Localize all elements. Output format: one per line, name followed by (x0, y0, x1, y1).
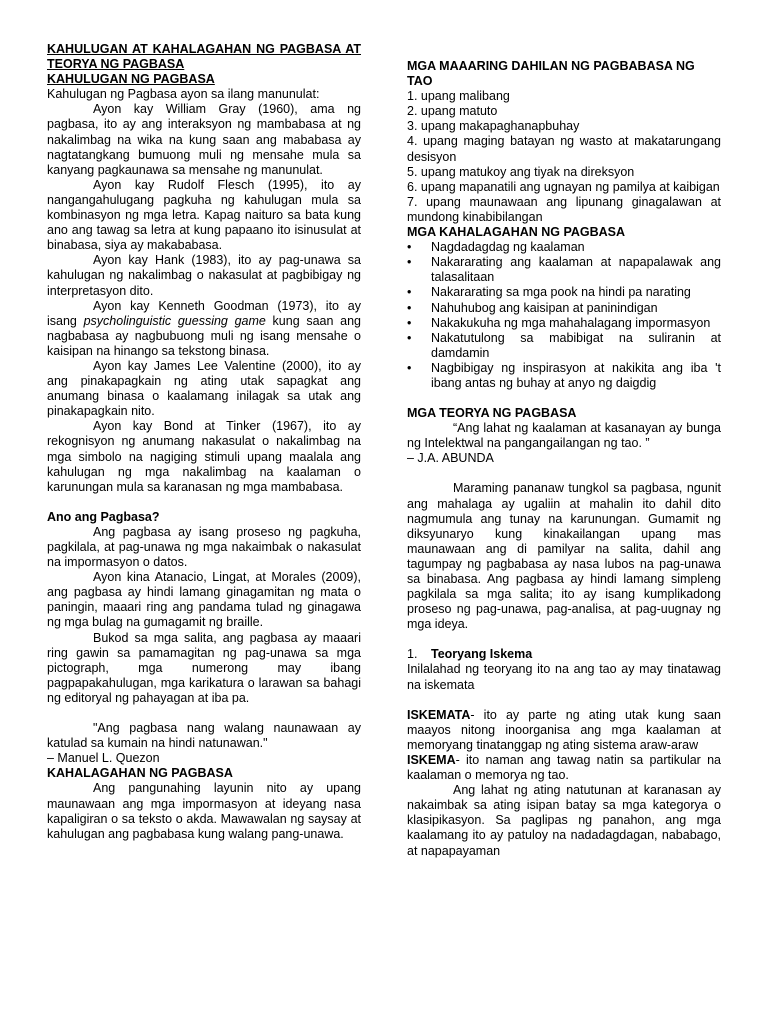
dahilan-item: 7. upang maunawaan ang lipunang ginagalawan at mundong kinabibilangan (407, 194, 721, 224)
list-item (407, 240, 721, 255)
paragraph-pananaw: Maraming pananaw tungkol sa pagbasa, ngunit ang mahalaga ay ugaliin at mahalin ito dahil dito nagmumula ang tunay na karunungan. Gumamit ng diksyunaryo kung kinakailangan upang mas maunawaan ang di pamilyar na salita, dahil ang tagumpay ng pagbabasa ay nasa lubos na pag-unawa sa binabasa. Ang pagbasa ay hindi lamang simpleng pagkilala sa mga salita; ito ay isang kumplikadong proseso ng pag-unawa, pag-analisa, at pag-uugnay ng mga ideya. (407, 481, 721, 632)
paragraph-goodman (47, 299, 361, 359)
bullet-icon: • (407, 360, 412, 375)
intro-text: Kahulugan ng Pagbasa ayon sa ilang manunulat: (47, 87, 320, 102)
list-item-text: Nakararating sa mga pook na hindi pa narating (431, 285, 691, 300)
dahilan-item: 4. upang maging batayan ng wasto at makatarungang desisyon (407, 134, 721, 164)
list-item-text: Nahuhubog ang kaisipan at paninindigan (431, 300, 658, 315)
def-iskema: - ito naman ang tawag natin sa partikular na kaalaman o memorya ng tao. (407, 752, 721, 783)
heading-mga-kahalagahan: MGA KAHALAGAHAN NG PAGBASA (407, 225, 626, 240)
heading-kahalagahan: KAHALAGAHAN NG PAGBASA (47, 766, 233, 781)
list-item-text: Nakatutulong sa mabibigat na suliranin at damdamin (431, 330, 721, 360)
paragraph-ano-2: Ayon kina Atanacio, Lingat, at Morales (2009), ang pagbasa ay hindi lamang ginagamitan ng mata o paningin, maaari ring ang pandama tulad ng ginagawa ng mga bulag na gumagamit ng braille. (47, 570, 361, 630)
heading-dahilan: MGA MAAARING DAHILAN NG PAGBABASA NG TAO (407, 59, 695, 89)
spacer (407, 632, 721, 647)
kahalagahan-list (407, 240, 721, 391)
dahilan-item: 3. upang makapaghanapbuhay (407, 119, 580, 134)
bullet-icon: • (407, 255, 412, 270)
spacer (407, 391, 721, 406)
right-column (407, 59, 721, 859)
quote-author-abunda: – J.A. ABUNDA (407, 451, 494, 466)
bullet-icon: • (407, 300, 412, 315)
definition-iskemata (407, 708, 721, 753)
dahilan-item: 1. upang malibang (407, 89, 510, 104)
bullet-icon: • (407, 240, 412, 255)
spacer (407, 466, 721, 481)
paragraph-gray: Ayon kay William Gray (1960), ama ng pagbasa, ito ay ang interaksyon ng mambabasa at ng nakalimbag na wika na kung saan ang mababasa ay nagtatangkang bumuong muli ng mensahe mula sa kanyang pagkaunawa sa mensahe ng manunulat. (47, 102, 361, 177)
paragraph-flesch: Ayon kay Rudolf Flesch (1995), ito ay nangangahulugang pagkuha ng kahulugan mula sa kombinasyon ng mga letra. Kapag naituro sa bata kung ano ang tawag sa letra at kung papaano ito isinusulat at binabasa, siya ay makababasa. (47, 177, 361, 253)
list-item (407, 361, 721, 391)
term-iskemata: ISKEMATA (407, 707, 471, 722)
quote-quezon: "Ang pagbasa nang walang naunawaan ay katulad sa kumain na hindi natunawan." (47, 721, 361, 751)
teorya-iskema-heading (407, 647, 721, 662)
goodman-text-b: kung saan ang nagbabasa ay nagbubuong muli ng isang mensahe o kaisipan na hinango sa tekstong binasa. (47, 313, 362, 358)
def-iskemata: - ito ay parte ng ating utak kung saan maayos nitong inoorganisa ang mga kaalaman at memoryang tinatanggap ng ating sistema araw-araw (407, 707, 721, 752)
list-item-text: Nagbibigay ng inspirasyon at nakikita ang iba 't ibang antas ng buhay at anyo ng daigdig (431, 360, 721, 390)
paragraph-lahat: Ang lahat ng ating natutunan at karanasan ay nakaimbak sa ating isipan batay sa mga kategorya o klasipikasyon. Sa paglipas ng panahon, ang mga kaalamang ito ay patuloy na nadadagdagan, nababago, at napapayaman (407, 783, 721, 858)
paragraph-iskema: Inilalahad ng teoryang ito na ang tao ay may tinatawag na iskemata (407, 662, 721, 692)
definition-iskema (407, 753, 721, 783)
dahilan-item: 2. upang matuto (407, 104, 498, 119)
list-item (407, 255, 721, 285)
goodman-text-a: Ayon kay Kenneth Goodman (1973), ito ay isang (47, 298, 361, 328)
paragraph-hank: Ayon kay Hank (1983), ito ay pag-unawa sa kahulugan ng nakalimbag o nakasulat at pagbibigay ng interpretasyon dito. (47, 253, 361, 298)
section-heading-kahulugan: KAHULUGAN NG PAGBASA (47, 72, 215, 87)
list-item (407, 301, 721, 316)
document-title: KAHULUGAN AT KAHALAGAHAN NG PAGBASA AT TEORYA NG PAGBASA (47, 42, 361, 72)
heading-teorya: MGA TEORYA NG PAGBASA (407, 406, 577, 421)
list-item (407, 285, 721, 300)
term-iskema: ISKEMA (407, 752, 456, 767)
bullet-icon: • (407, 315, 412, 330)
heading-ano-ang-pagbasa: Ano ang Pagbasa? (47, 509, 160, 524)
list-item-text: Nagdadagdag ng kaalaman (431, 240, 585, 255)
dahilan-item: 6. upang mapanatili ang ugnayan ng pamilya at kaibigan (407, 179, 720, 194)
quote-abunda: “Ang lahat ng kaalaman at kasanayan ay bunga ng Intelektwal na pangangailangan ng tao. ” (407, 421, 721, 451)
paragraph-kahalagahan: Ang pangunahing layunin nito ay upang maunawaan ang mga impormasyon at ideyang nasa kapaligiran o sa teksto o akda. Mawawalan ng saysay at kahulugan ang pagbabasa kung walang pang-unawa. (47, 781, 361, 841)
spacer (47, 706, 361, 721)
dahilan-item: 5. upang matukoy ang tiyak na direksyon (407, 164, 635, 179)
list-item (407, 316, 721, 331)
list-item (407, 331, 721, 361)
list-item-text: Nakararating ang kaalaman at napapalawak ang talasalitaan (431, 255, 721, 285)
item-number: 1. (407, 647, 418, 662)
paragraph-bond-tinker: Ayon kay Bond at Tinker (1967), ito ay rekognisyon ng anumang nakasulat o nakalimbag na mga simbolo na nagiging stimuli upang maalala ang kahulugan ng mga nakalimbag na kaalaman o karunungan mula sa karanasan ng mga mambabasa. (47, 419, 361, 494)
paragraph-ano-1: Ang pagbasa ay isang proseso ng pagkuha, pagkilala, at pag-unawa ng mga nakaimbak o nakasulat na impormasyon o datos. (47, 524, 361, 570)
left-column (47, 42, 361, 842)
list-item-text: Nakakukuha ng mga mahahalagang impormasyon (431, 315, 711, 330)
quote-author-quezon: – Manuel L. Quezon (47, 751, 160, 766)
paragraph-ano-3: Bukod sa mga salita, ang pagbasa ay maaari ring gawin sa pamamagitan ng pag-unawa sa mga pictograph, mga numerong may ibang pagpapakahulugan, mga karikatura o larawan sa bahagi ng editoryal ng pahayagan at iba pa. (47, 630, 361, 705)
spacer (47, 495, 361, 510)
paragraph-valentine: Ayon kay James Lee Valentine (2000), ito ay ang pinakapagkain ng ating utak sapagkat ang anumang binasa o kaalamang inilagak sa utak ang pinakapagkain nito. (47, 358, 361, 419)
spacer (407, 693, 721, 708)
goodman-italic: psycholinguistic guessing game (83, 313, 266, 328)
teorya-iskema-title: Teoryang Iskema (431, 647, 533, 662)
bullet-icon: • (407, 285, 412, 300)
bullet-icon: • (407, 330, 412, 345)
